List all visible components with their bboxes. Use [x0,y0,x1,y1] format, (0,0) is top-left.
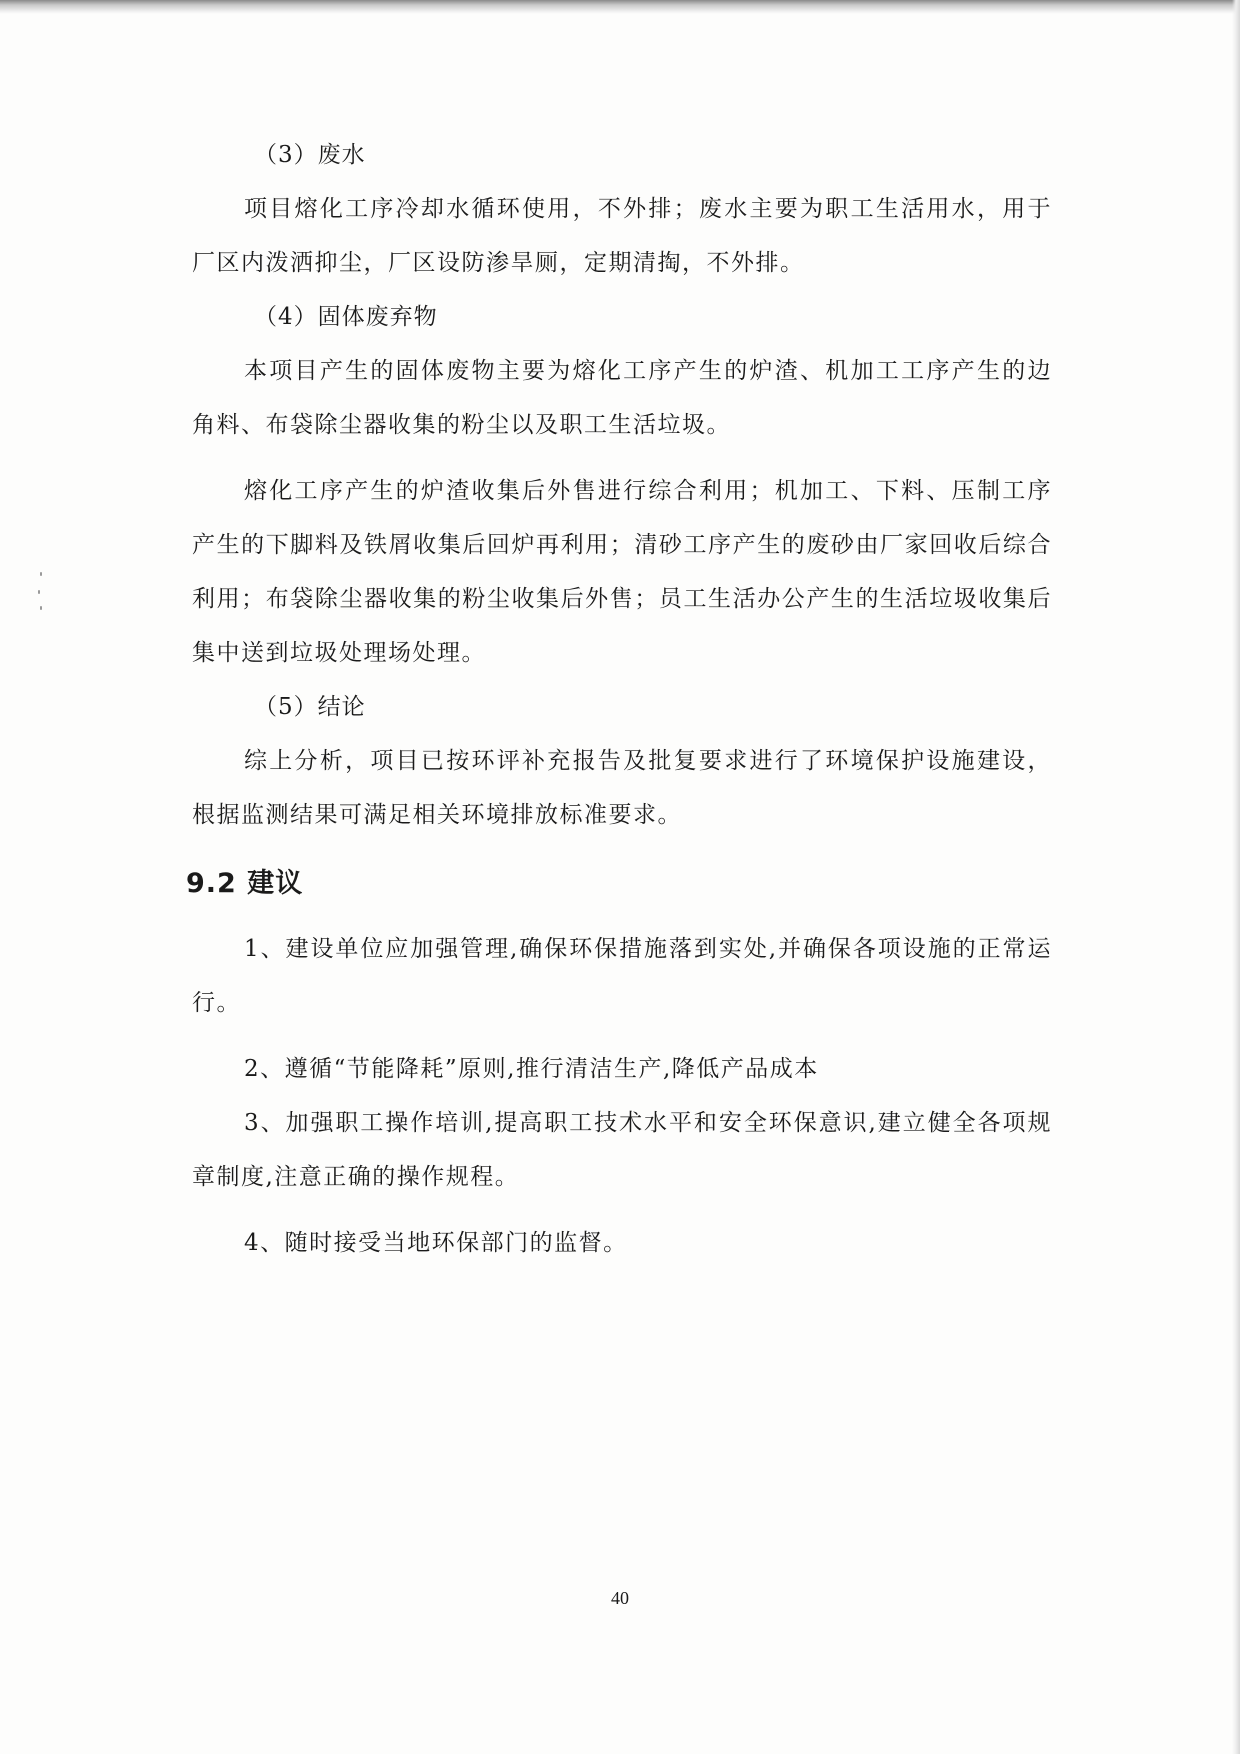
recommendation-item-2: 2、遵循“节能降耗”原则,推行清洁生产,降低产品成本 [244,1056,819,1082]
scan-speck [40,606,42,610]
section-5-paragraph: 综上分析，项目已按环评补充报告及批复要求进行了环境保护设施建设，根据监测结果可满足相关环境排放标准要求。 [192,748,1052,828]
scan-top-edge [0,0,1240,14]
recommendations-heading: 9.2 建议 [186,868,304,899]
section-3-title: （3）废水 [254,142,366,168]
page-content [186,128,1052,1270]
page-number: 40 [611,1588,629,1608]
section-4-paragraph-2: 熔化工序产生的炉渣收集后外售进行综合利用；机加工、下料、压制工序产生的下脚料及铁屑收集后回炉再利用；清砂工序产生的废砂由厂家回收后综合利用；布袋除尘器收集的粉尘收集后外售；员工生活办公产生的生活垃圾收集后集中送到垃圾处理场处理。 [192,478,1052,666]
scan-speck [38,590,40,594]
section-3-paragraph: 项目熔化工序冷却水循环使用，不外排；废水主要为职工生活用水，用于厂区内泼洒抑尘，厂区设防渗旱厕，定期清掏，不外排。 [192,196,1052,276]
section-4-paragraph-1: 本项目产生的固体废物主要为熔化工序产生的炉渣、机加工工序产生的边角料、布袋除尘器收集的粉尘以及职工生活垃圾。 [192,358,1052,438]
recommendation-item-1: 1、建设单位应加强管理,确保环保措施落到实处,并确保各项设施的正常运行。 [192,936,1052,1016]
scan-right-edge [1232,0,1240,1754]
recommendation-item-3: 3、加强职工操作培训,提高职工技术水平和安全环保意识,建立健全各项规章制度,注意正确的操作规程。 [192,1110,1052,1190]
section-5-title: （5）结论 [254,694,366,720]
recommendation-item-4: 4、随时接受当地环保部门的监督。 [244,1230,628,1256]
section-4-title: （4）固体废弃物 [254,304,438,330]
scan-speck [40,572,42,576]
